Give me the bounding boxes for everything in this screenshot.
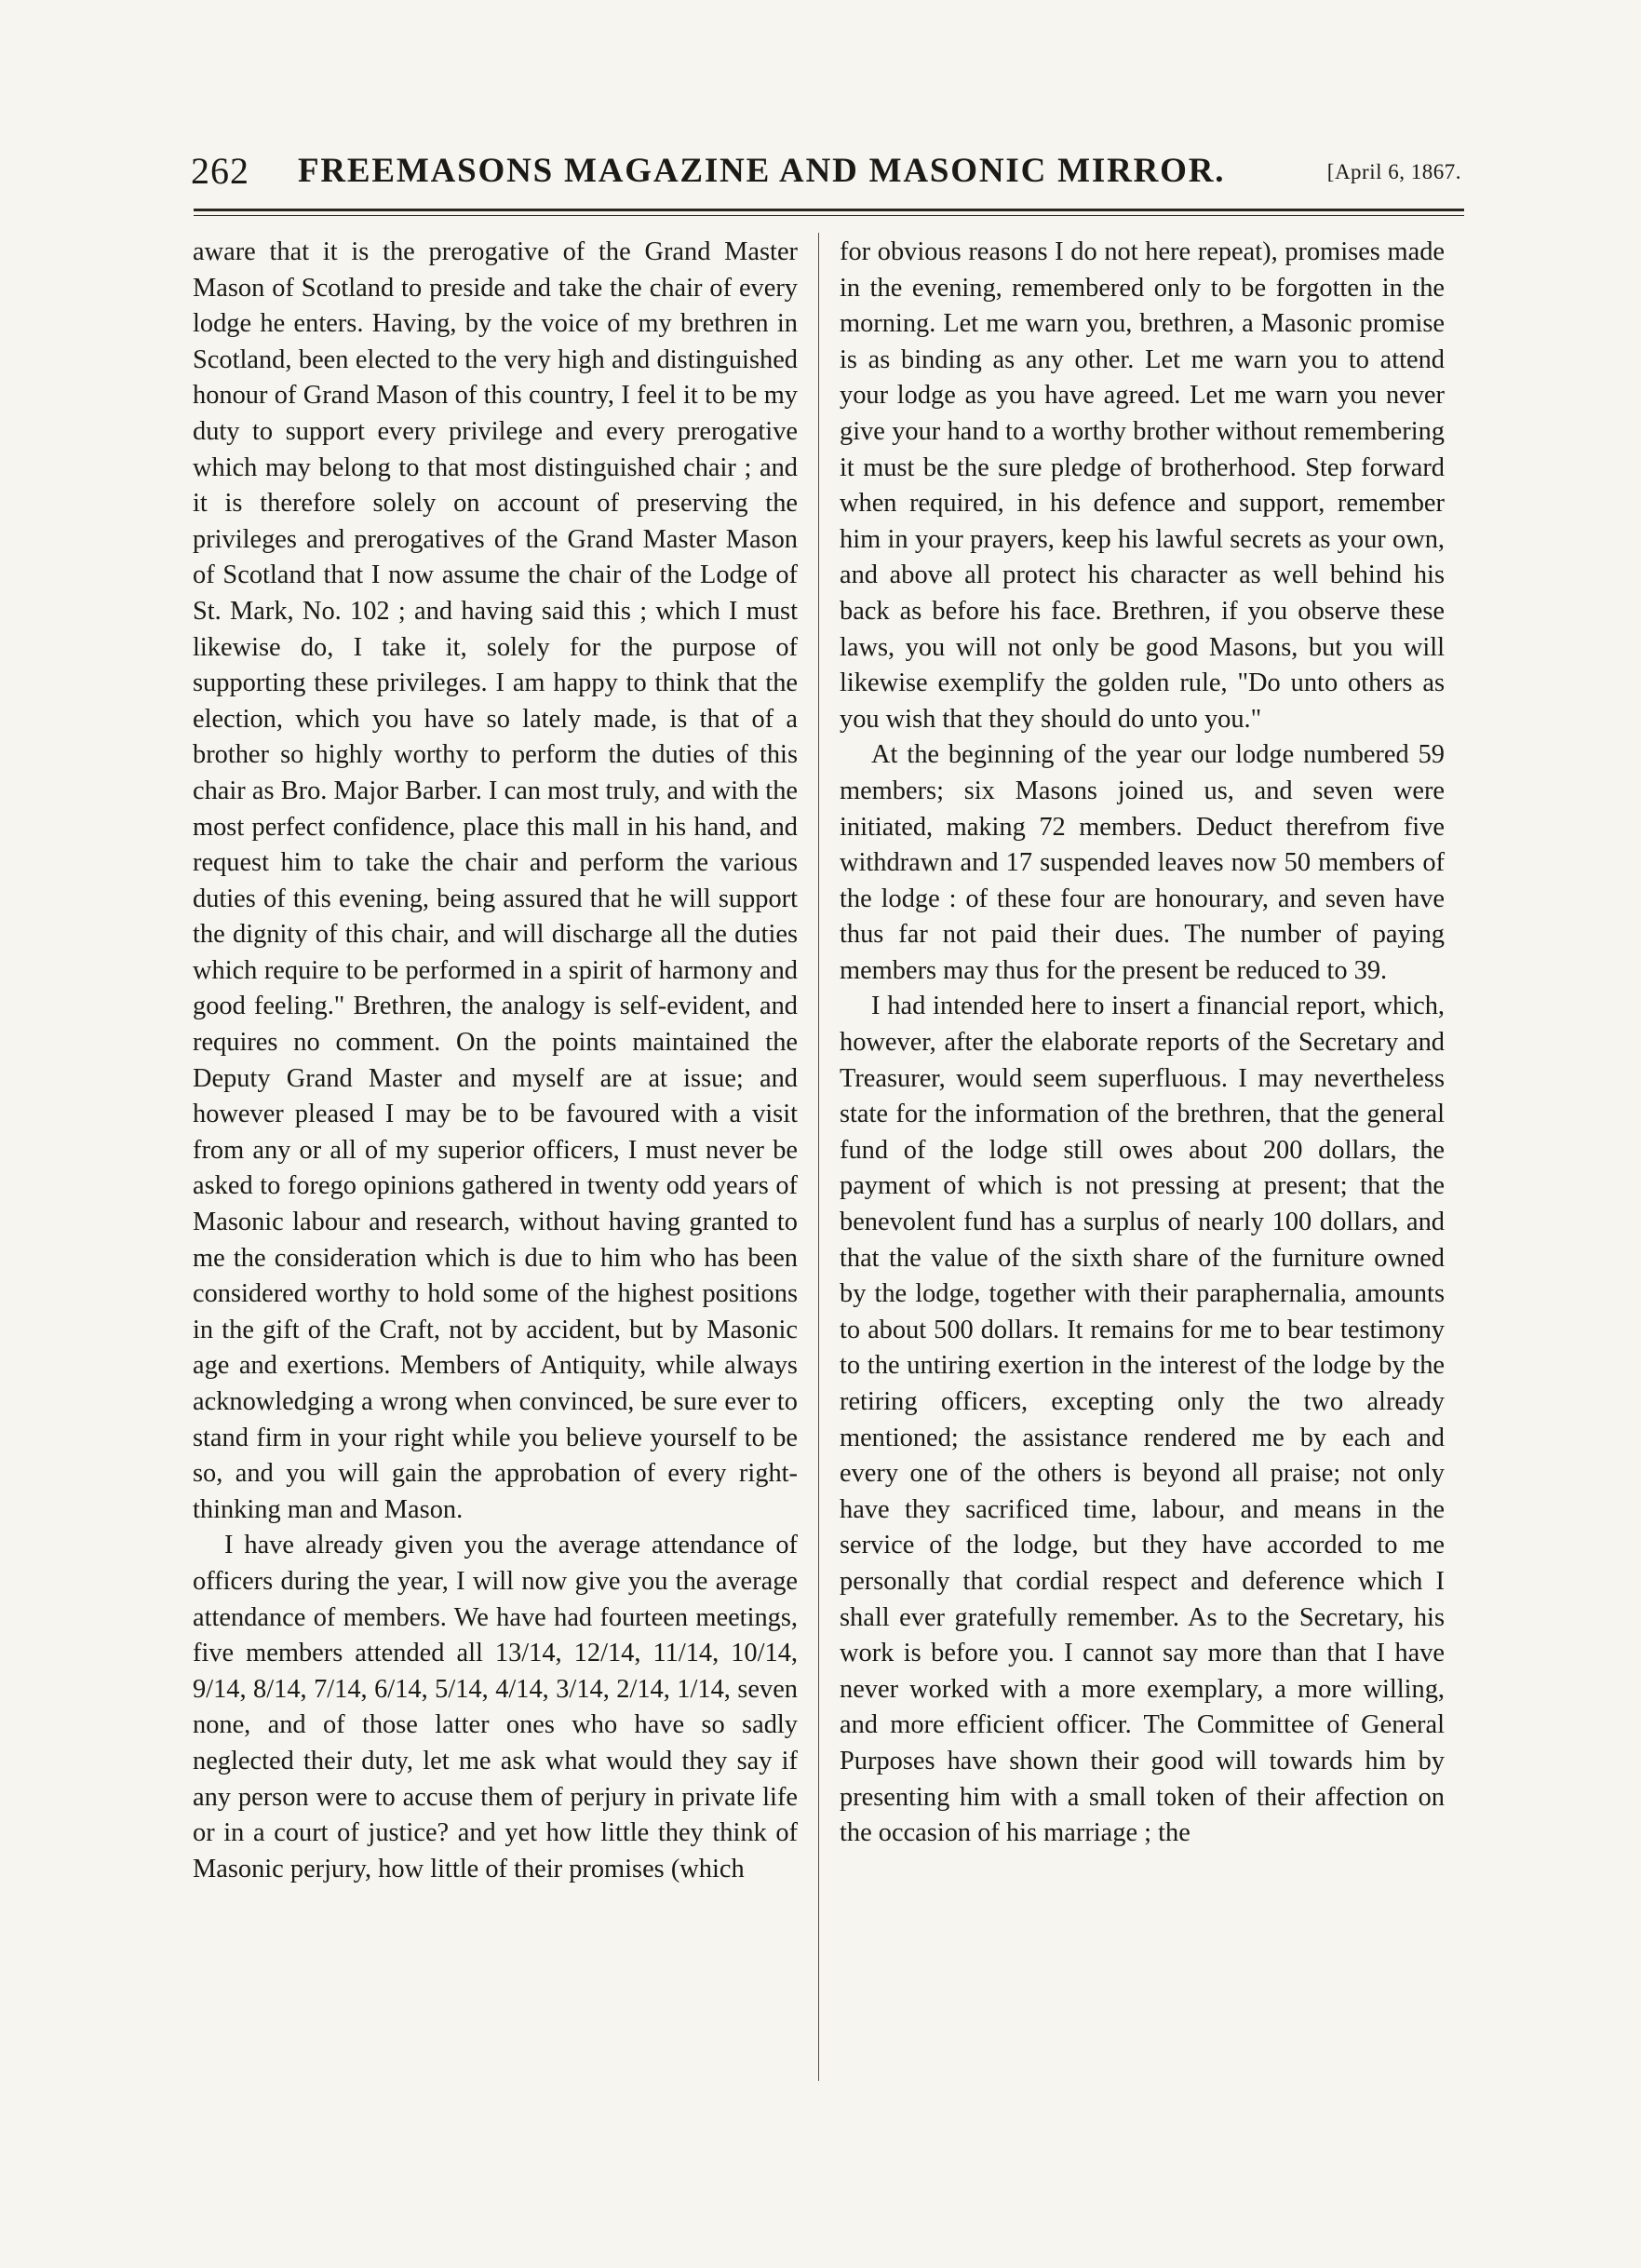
running-title: FREEMASONS MAGAZINE AND MASONIC MIRROR. [298, 152, 1226, 190]
header-rule-thin [194, 215, 1464, 216]
paragraph: At the beginning of the year our lodge numbered 59 members; six Masons joined us, and seven were initiated, making 72 members. Deduct therefrom five withdrawn and 17 suspended leaves now 50 members of the lodge : of these four are honourary, and seven have thus far not paid their dues. The number of paying members may thus for the present be reduced to 39. [840, 740, 1445, 985]
column-divider [818, 233, 819, 2081]
paragraph: I had intended here to insert a financial report, which, however, after the elaborate reports of the Secretary and Treasurer, would seem superfluous. I may nevertheless state for the information of the brethren, that the general fund of the lodge still owes about 200 dollars, the payment of which is not pressing at present; that the benevolent fund has a surplus of nearly 100 dollars, and that the value of the sixth share of the furniture owned by the lodge, together with their paraphernalia, amounts to about 500 dollars. It remains for me to bear testimony to the untiring exertion in the interest of the lodge by the retiring officers, excepting only the two already mentioned; the assistance rendered me by each and every one of the others is beyond all praise; not only have they sacrificed time, labour, and means in the service of the lodge, but they have accorded to me personally that cordial respect and deference which I shall ever gratefully remember. As to the Secretary, his work is before you. I cannot say more than that I have never worked with a more exemplary, a more willing, and more efficient officer. The Committee of General Purposes have shown their good will towards him by presenting him with a small token of their affection on the occasion of his marriage ; the [840, 992, 1445, 1848]
paragraph: for obvious reasons I do not here repeat), promises made in the evening, remembered only to be forgotten in the morning. Let me warn you, brethren, a Masonic promise is as binding as any other. Let me warn you to attend your lodge as you have agreed. Let me warn you never give your hand to a worthy brother without remembering it must be the sure pledge of brotherhood. Step forward when required, in his defence and support, remember him in your prayers, keep his lawful secrets as your own, and above all protect his character as well behind his back as before his face. Brethren, if you observe these laws, you will not only be good Masons, but you will likewise exemplify the golden rule, "Do unto others as you wish that they should do unto you." [840, 237, 1445, 734]
issue-date: [April 6, 1867. [1326, 160, 1461, 183]
page-number: 262 [191, 150, 249, 192]
page-header [191, 149, 1461, 205]
paragraph: I have already given you the average attendance of officers during the year, I will now give you the average attendance of members. We have had fourteen meetings, five members attended all 13/14, 12/14, 11/14, 10/14, 9/14, 8/14, 7/14, 6/14, 5/14, 4/14, 3/14, 2/14, 1/14, seven none, and of those latter ones who have so sadly neglected their duty, let me ask what would they say if any person were to accuse them of perjury in private life or in a court of justice? and yet how little they think of Masonic perjury, how little of their promises (which [193, 1531, 798, 1883]
header-rule-thick [194, 209, 1464, 211]
right-column [840, 235, 1445, 1852]
left-column [193, 235, 798, 1887]
paragraph: aware that it is the prerogative of the Grand Master Mason of Scotland to preside and take the chair of every lodge he enters. Having, by the voice of my brethren in Scotland, been elected to the very high and distinguished honour of Grand Mason of this country, I feel it to be my duty to support every privilege and every prerogative which may belong to that most distinguished chair ; and it is therefore solely on account of preserving the privileges and prerogatives of the Grand Master Mason of Scotland that I now assume the chair of the Lodge of St. Mark, No. 102 ; and having said this ; which I must likewise do, I take it, solely for the purpose of supporting these privileges. I am happy to think that the election, which you have so lately made, is that of a brother so highly worthy to perform the duties of this chair as Bro. Major Barber. I can most truly, and with the most perfect confidence, place this mall in his hand, and request him to take the chair and perform the various duties of this evening, being assured that he will support the dignity of this chair, and will discharge all the duties which require to be performed in a spirit of harmony and good feeling." Brethren, the analogy is self-evident, and requires no comment. On the points maintained the Deputy Grand Master and myself are at issue; and however pleased I may be to be favoured with a visit from any or all of my superior officers, I must never be asked to forego opinions gathered in twenty odd years of Masonic labour and research, without having granted to me the consideration which is due to him who has been considered worthy to hold some of the highest positions in the gift of the Craft, not by accident, but by Masonic age and exertions. Members of Antiquity, while always acknowledging a wrong when convinced, be sure ever to stand firm in your right while you believe yourself to be so, and you will gain the approbation of every right-thinking man and Mason. [193, 237, 798, 1524]
